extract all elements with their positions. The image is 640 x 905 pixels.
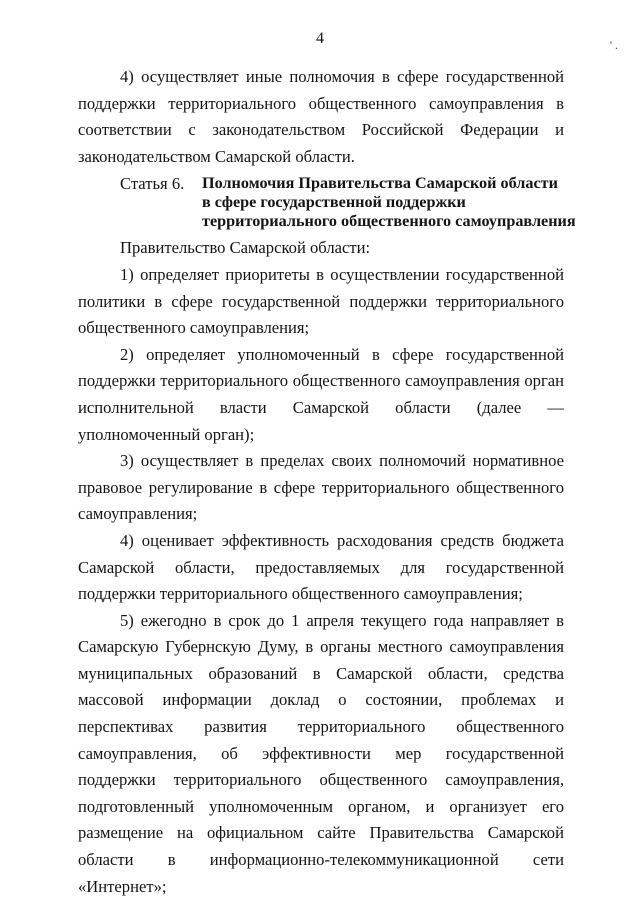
document-body: [78, 64, 576, 900]
list-item: 3) осуществляет в пределах своих полномочий нормативное правовое регулирование в сфере территориального общественного самоуправления;: [78, 451, 564, 524]
article-lead: Правительство Самарской области:: [120, 238, 371, 258]
intro-paragraph: 4) осуществляет иные полномочия в сфере государственной поддержки территориального общественного самоуправления в соответствии с законодательством Российской Федерации и законодательством Самарской области.: [78, 67, 564, 166]
article-title-line: Полномочия Правительства Самарской области: [202, 174, 558, 193]
scan-mark: ' .: [609, 38, 618, 52]
list-item: 5) ежегодно в срок до 1 апреля текущего года направляет в Самарскую Губернскую Думу, в органы местного самоуправления муниципальных образований в Самарской области, средства массовой информации доклад о состоянии, проблемах и перспективах развития территориального общественного самоуправления, об эффективности мер государственной поддержки территориального общественного самоуправления, подготовленный уполномоченным органом, и организует его размещение на официальном сайте Правительства Самарской области в информационно-телекоммуникационной сети «Интернет»;: [78, 610, 564, 896]
article-title: [202, 174, 576, 231]
page-number: 4: [316, 30, 324, 47]
article-heading: [78, 174, 576, 231]
article-number: Статья 6.: [120, 174, 185, 194]
list-item: 1) определяет приоритеты в осуществлении государственной политики в сфере государственной поддержки территориального общественного самоуправления;: [78, 264, 564, 338]
list-item: 4) оценивает эффективность расходования средств бюджета Самарской области, предоставляемых для государственной поддержки территориального общественного самоуправления;: [78, 530, 564, 604]
list-item: 2) определяет уполномоченный в сфере государственной поддержки территориального общественного самоуправления орган исполнительной власти Самарской области (далее — уполномоченный орган);: [78, 344, 564, 444]
article-title-line: территориального общественного самоуправления: [202, 212, 576, 231]
article-title-line: в сфере государственной поддержки: [202, 193, 466, 212]
